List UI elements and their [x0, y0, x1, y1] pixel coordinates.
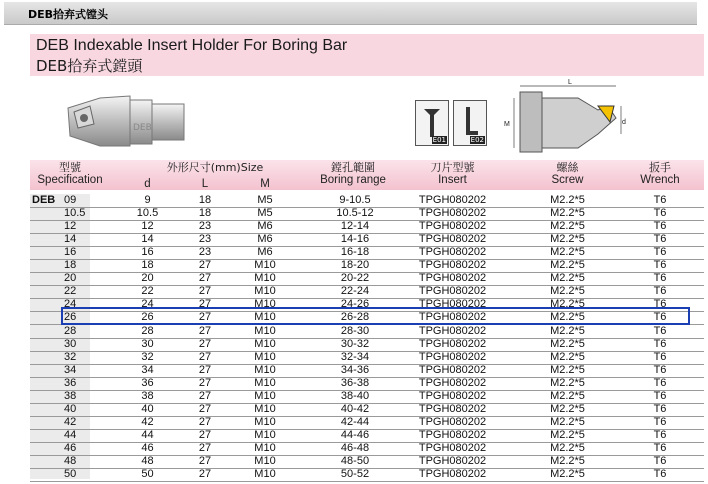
cell-m: M10	[254, 363, 276, 376]
product-title-cn: DEB拾弃式鏜頭	[36, 57, 143, 75]
cell-spec-value: 48	[64, 455, 77, 467]
cell-l: 23	[198, 220, 212, 233]
cell-insert: TPGH080202	[418, 428, 487, 441]
cell-screw: M2.2*5	[550, 246, 585, 259]
cell-d: 9	[144, 194, 151, 206]
cell-d: 36	[141, 376, 154, 389]
cell-spec-value: 42	[64, 415, 77, 428]
cell-l: 27	[198, 455, 212, 467]
table-row	[30, 220, 704, 234]
cell-insert: TPGH080202	[418, 350, 487, 363]
cell-l: 27	[198, 428, 212, 441]
table-row	[30, 272, 704, 286]
cell-l: 27	[198, 350, 212, 363]
cell-m: M10	[254, 324, 276, 337]
cell-insert: TPGH080202	[418, 376, 487, 389]
cell-d: 22	[141, 285, 154, 298]
cell-screw: M2.2*5	[550, 350, 585, 363]
table-row	[30, 442, 704, 456]
col-wrench	[620, 162, 700, 186]
cell-range: 9-10.5	[339, 194, 371, 206]
cell-range: 16-18	[340, 246, 370, 259]
cell-screw: M2.2*5	[550, 428, 585, 441]
table-row	[30, 377, 704, 391]
table-row	[30, 455, 704, 469]
cell-screw: M2.2*5	[550, 259, 585, 272]
row-highlight	[61, 307, 690, 325]
col-wrench-cn: 扳手	[649, 161, 671, 174]
spec-prefix: DEB	[32, 194, 56, 206]
cell-d: 44	[141, 428, 154, 441]
col-insert	[405, 162, 500, 186]
cell-insert: TPGH080202	[418, 233, 487, 246]
cell-d: 26	[141, 311, 154, 324]
wrench-e01-icon	[415, 100, 449, 146]
table-row	[30, 390, 704, 404]
cell-l: 27	[198, 298, 212, 311]
cell-spec-value: 22	[64, 285, 77, 298]
table-row	[30, 194, 704, 208]
cell-insert: TPGH080202	[418, 337, 487, 350]
cell-range: 44-46	[340, 428, 370, 441]
cell-m: M10	[254, 389, 276, 402]
cell-d: 40	[141, 402, 154, 415]
top-bar-title: DEB拾弃式镗头	[28, 8, 109, 21]
cell-m: M10	[254, 455, 276, 467]
cell-spec-value: 44	[64, 428, 77, 441]
cell-wrench: T6	[653, 194, 667, 206]
table-row	[30, 285, 704, 299]
cell-l: 27	[198, 259, 212, 272]
cell-range: 48-50	[340, 455, 370, 467]
cell-insert: TPGH080202	[418, 259, 487, 272]
cell-l: 23	[198, 246, 212, 259]
table-row	[30, 468, 704, 482]
cell-range: 28-30	[340, 324, 370, 337]
cell-d: 18	[141, 259, 154, 272]
cell-wrench: T6	[653, 233, 667, 246]
cell-wrench: T6	[653, 468, 667, 481]
dim-label-l: L	[568, 79, 572, 86]
cell-wrench: T6	[653, 272, 667, 285]
cell-m: M10	[254, 311, 276, 324]
cell-spec-value: 10.5	[64, 207, 86, 220]
cell-wrench: T6	[653, 441, 667, 454]
table-row	[30, 325, 704, 339]
col-size-label: 外形尺寸(mm)Size	[166, 161, 264, 174]
cell-m: M10	[254, 415, 276, 428]
cell-spec-value: 09	[64, 194, 77, 206]
cell-screw: M2.2*5	[550, 363, 585, 376]
cell-m: M10	[254, 298, 276, 311]
cell-wrench: T6	[653, 350, 667, 363]
cell-range: 32-34	[340, 350, 370, 363]
product-photo	[60, 90, 190, 156]
cell-spec-value: 34	[64, 363, 77, 376]
cell-screw: M2.2*5	[550, 468, 585, 481]
cell-range: 14-16	[340, 233, 370, 246]
cell-range: 12-14	[340, 220, 370, 233]
cell-m: M5	[257, 194, 273, 206]
cell-m: M10	[254, 402, 276, 415]
cell-wrench: T6	[653, 389, 667, 402]
title-band	[30, 34, 704, 76]
cell-wrench: T6	[653, 220, 667, 233]
cell-spec-value: 18	[64, 259, 77, 272]
cell-spec-value: 20	[64, 272, 77, 285]
cell-d: 50	[141, 468, 154, 481]
cell-m: M6	[257, 233, 273, 246]
e02-label: E02	[470, 136, 484, 144]
col-wrench-en: Wrench	[640, 174, 680, 186]
cell-insert: TPGH080202	[418, 363, 487, 376]
cell-l: 27	[198, 363, 212, 376]
cell-d: 32	[141, 350, 154, 363]
cell-screw: M2.2*5	[550, 441, 585, 454]
cell-d: 20	[141, 272, 154, 285]
table-row	[30, 207, 704, 221]
cell-l: 27	[198, 337, 212, 350]
cell-range: 30-32	[340, 337, 370, 350]
cell-l: 18	[198, 194, 212, 206]
cell-d: 34	[141, 363, 154, 376]
cell-l: 27	[198, 272, 212, 285]
cell-spec-value: 28	[64, 324, 77, 337]
cell-spec-value: 24	[64, 298, 77, 311]
technical-drawing	[488, 78, 628, 160]
col-insert-en: Insert	[438, 174, 467, 186]
col-d: d	[144, 178, 151, 190]
cell-m: M6	[257, 246, 273, 259]
cell-screw: M2.2*5	[550, 194, 585, 206]
cell-spec-value: 38	[64, 389, 77, 402]
cell-spec-value: 40	[64, 402, 77, 415]
cell-wrench: T6	[653, 376, 667, 389]
cell-range: 38-40	[340, 389, 370, 402]
col-boring	[298, 162, 408, 186]
cell-range: 10.5-12	[336, 207, 374, 220]
cell-insert: TPGH080202	[418, 207, 487, 220]
cell-m: M10	[254, 272, 276, 285]
cell-insert: TPGH080202	[418, 389, 487, 402]
cell-range: 50-52	[340, 468, 370, 481]
cell-spec-value: 50	[64, 468, 77, 481]
cell-screw: M2.2*5	[550, 233, 585, 246]
table-row	[30, 259, 704, 273]
cell-spec-value: 30	[64, 337, 77, 350]
cell-m: M10	[254, 441, 276, 454]
cell-m: M10	[254, 468, 276, 481]
cell-d: 46	[141, 441, 154, 454]
cell-l: 27	[198, 402, 212, 415]
cell-wrench: T6	[653, 402, 667, 415]
table-row	[30, 364, 704, 378]
cell-wrench: T6	[653, 428, 667, 441]
cell-screw: M2.2*5	[550, 337, 585, 350]
cell-insert: TPGH080202	[418, 246, 487, 259]
cell-range: 42-44	[340, 415, 370, 428]
col-size	[140, 162, 290, 174]
table-row	[30, 246, 704, 260]
cell-spec-value: 16	[64, 246, 77, 259]
cell-screw: M2.2*5	[550, 376, 585, 389]
cell-m: M10	[254, 350, 276, 363]
cell-wrench: T6	[653, 455, 667, 467]
cell-range: 36-38	[340, 376, 370, 389]
cell-m: M10	[254, 428, 276, 441]
col-boring-en: Boring range	[320, 174, 386, 186]
cell-wrench: T6	[653, 415, 667, 428]
cell-spec	[30, 194, 90, 207]
cell-insert: TPGH080202	[418, 468, 487, 481]
table-row	[30, 416, 704, 430]
cell-screw: M2.2*5	[550, 298, 585, 311]
col-boring-cn: 鏜孔範圍	[331, 161, 375, 174]
cell-l: 27	[198, 441, 212, 454]
cell-l: 18	[198, 207, 212, 220]
cell-insert: TPGH080202	[418, 324, 487, 337]
cell-spec-value: 46	[64, 441, 77, 454]
product-title-en: DEB Indexable Insert Holder For Boring Bar	[36, 37, 348, 54]
cell-d: 16	[141, 246, 154, 259]
cell-screw: M2.2*5	[550, 402, 585, 415]
cell-spec-value: 26	[64, 311, 77, 324]
cell-wrench: T6	[653, 285, 667, 298]
top-bar	[4, 2, 697, 25]
cell-d: 24	[141, 298, 154, 311]
dim-label-m: M	[504, 121, 510, 128]
cell-wrench: T6	[653, 207, 667, 220]
cell-spec-value: 12	[64, 220, 77, 233]
cell-spec-value: 36	[64, 376, 77, 389]
cell-d: 10.5	[136, 207, 159, 220]
cell-d: 42	[141, 415, 154, 428]
dim-label-d: d	[622, 119, 626, 126]
image-band	[30, 78, 704, 160]
svg-text:DEB: DEB	[133, 123, 152, 133]
product-card	[30, 34, 704, 479]
cell-d: 48	[141, 455, 154, 467]
cell-insert: TPGH080202	[418, 220, 487, 233]
cell-insert: TPGH080202	[418, 272, 487, 285]
cell-insert: TPGH080202	[418, 402, 487, 415]
cell-insert: TPGH080202	[418, 298, 487, 311]
cell-range: 22-24	[340, 285, 370, 298]
e01-label: E01	[432, 136, 446, 144]
col-screw-cn: 螺絲	[556, 161, 579, 174]
cell-insert: TPGH080202	[418, 285, 487, 298]
wrench-e02-icon	[453, 100, 487, 146]
cell-l: 27	[198, 311, 212, 324]
col-screw-en: Screw	[551, 174, 584, 186]
cell-m: M10	[254, 376, 276, 389]
table-row	[30, 429, 704, 443]
cell-d: 38	[141, 389, 154, 402]
cell-wrench: T6	[653, 363, 667, 376]
cell-m: M5	[257, 207, 273, 220]
cell-insert: TPGH080202	[418, 455, 487, 467]
col-insert-cn: 刀片型號	[430, 161, 475, 174]
cell-wrench: T6	[653, 259, 667, 272]
cell-wrench: T6	[653, 311, 667, 324]
cell-l: 27	[198, 415, 212, 428]
cell-l: 23	[198, 233, 212, 246]
cell-screw: M2.2*5	[550, 389, 585, 402]
table-row	[30, 351, 704, 365]
cell-d: 12	[141, 220, 154, 233]
cell-l: 27	[198, 324, 212, 337]
cell-screw: M2.2*5	[550, 324, 585, 337]
cell-m: M6	[257, 220, 273, 233]
cell-l: 27	[198, 285, 212, 298]
table-row	[30, 403, 704, 417]
col-screw	[530, 162, 605, 186]
cell-insert: TPGH080202	[418, 311, 487, 324]
cell-m: M10	[254, 285, 276, 298]
table-row	[30, 233, 704, 247]
cell-insert: TPGH080202	[418, 441, 487, 454]
cell-screw: M2.2*5	[550, 220, 585, 233]
cell-wrench: T6	[653, 298, 667, 311]
cell-wrench: T6	[653, 337, 667, 350]
cell-spec-value: 14	[64, 233, 77, 246]
cell-wrench: T6	[653, 324, 667, 337]
cell-d: 14	[141, 233, 154, 246]
cell-range: 24-26	[340, 298, 370, 311]
cell-d: 28	[141, 324, 154, 337]
cell-range: 26-28	[340, 311, 370, 324]
col-spec	[34, 162, 106, 186]
cell-insert: TPGH080202	[418, 415, 487, 428]
cell-range: 46-48	[340, 441, 370, 454]
cell-range: 18-20	[340, 259, 370, 272]
cell-m: M10	[254, 259, 276, 272]
col-l: L	[201, 178, 209, 190]
cell-screw: M2.2*5	[550, 455, 585, 467]
cell-screw: M2.2*5	[550, 207, 585, 220]
cell-l: 27	[198, 376, 212, 389]
col-spec-en: Specification	[37, 174, 103, 186]
cell-wrench: T6	[653, 246, 667, 259]
col-m: M	[260, 178, 270, 190]
col-spec-cn: 型號	[59, 161, 81, 174]
cell-range: 34-36	[340, 363, 370, 376]
table-row	[30, 338, 704, 352]
cell-m: M10	[254, 337, 276, 350]
cell-range: 20-22	[340, 272, 370, 285]
cell-screw: M2.2*5	[550, 272, 585, 285]
cell-screw: M2.2*5	[550, 415, 585, 428]
cell-screw: M2.2*5	[550, 311, 585, 324]
cell-d: 30	[141, 337, 154, 350]
cell-spec-value: 32	[64, 350, 77, 363]
cell-l: 27	[198, 468, 212, 481]
cell-l: 27	[198, 389, 212, 402]
cell-range: 40-42	[340, 402, 370, 415]
cell-insert: TPGH080202	[418, 194, 487, 206]
cell-screw: M2.2*5	[550, 285, 585, 298]
